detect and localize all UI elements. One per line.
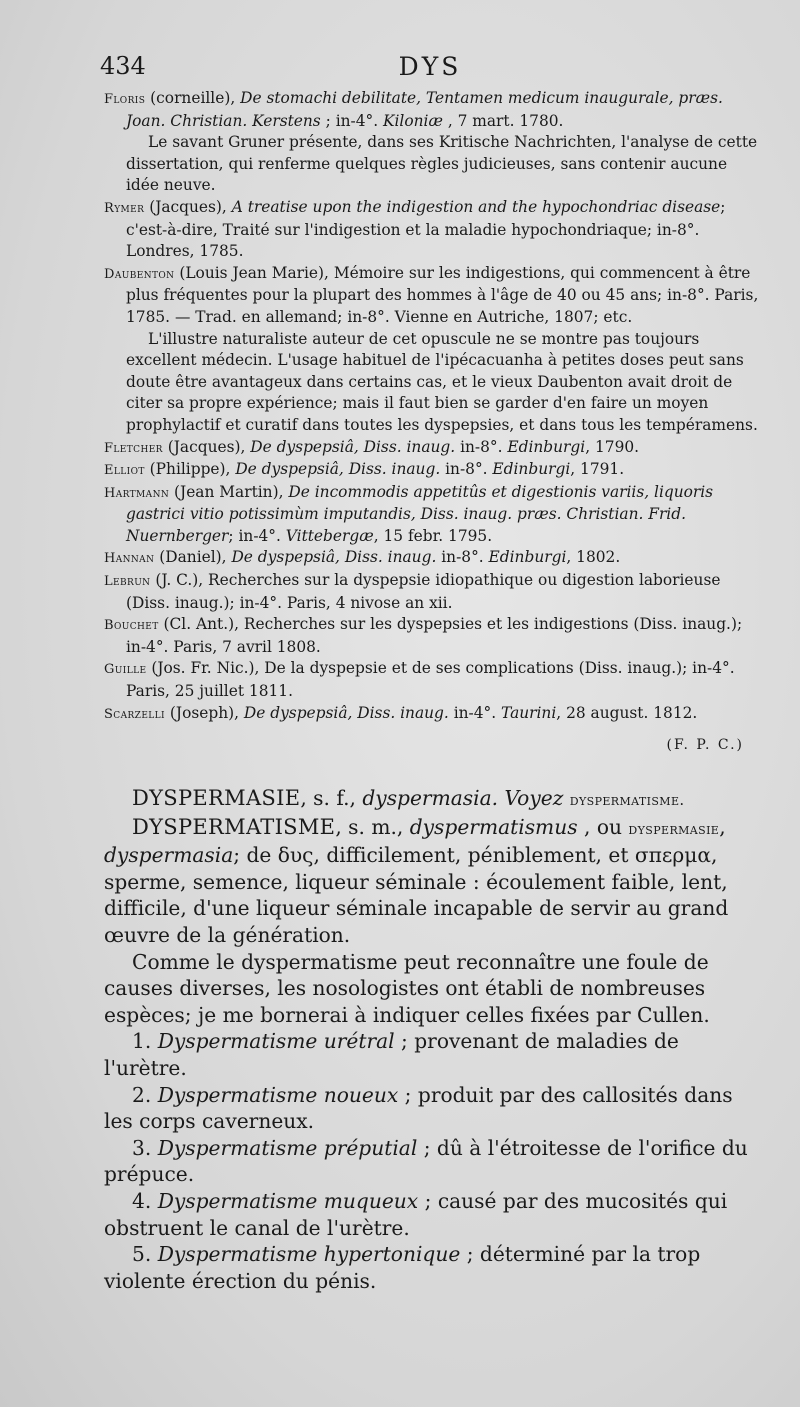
biblio-entry: Guille (Jos. Fr. Nic.), De la dyspepsie et de ses complications (Diss. inaug.); in-4°. Paris, 25 juillet 1811. xyxy=(104,659,735,701)
biblio-entry: Elliot (Philippe), De dyspepsiâ, Diss. inaug. in-8°. Edinburgi, 1791. xyxy=(104,460,625,479)
species-item: 1. Dyspermatisme urétral ; provenant de maladies de l'urètre. xyxy=(104,1029,679,1080)
author-signature: (F. P. C.) xyxy=(666,737,744,754)
species-item: 2. Dyspermatisme noueux ; produit par des callosités dans les corps caverneux. xyxy=(104,1082,733,1134)
biblio-entry: Bouchet (Cl. Ant.), Recherches sur les dyspepsies et les indigestions (Diss. inaug.); in-4°. Paris, 7 avril 1808. xyxy=(104,615,743,656)
biblio-entry: Lebrun (J. C.), Recherches sur la dyspepsie idiopathique ou digestion laborieuse (Diss. inaug.); in-4°. Paris, 4 nivose an xii. xyxy=(104,571,721,612)
entry-dyspermasie: DYSPERMASIE, s. f., dyspermasia. Voyez dyspermatisme. xyxy=(132,786,685,810)
running-head: DYS xyxy=(398,52,462,81)
biblio-entry: Rymer (Jacques), A treatise upon the indigestion and the hypochondriac disease; c'est-à-dire, Traité sur l'indigestion et la maladie hypochondriaque; in-8°. Londres, 1785. xyxy=(104,197,726,261)
biblio-note: L'illustre naturaliste auteur de cet opuscule ne se montre pas toujours excellent médecin. L'usage habituel de l'ipécacuanha à petites doses peut sans doute être avantageux dans certains cas, et le vieux Daubenton avait droit de citer sa propre expérience; mais il faut bien se garder d'en faire un moyen prophylactif et curatif dans toutes les dyspepsies, et dans tous les tempéramens. xyxy=(126,329,758,434)
biblio-entry: Hannan (Daniel), De dyspepsiâ, Diss. inaug. in-8°. Edinburgi, 1802. xyxy=(104,548,621,567)
intro-paragraph: Comme le dyspermatisme peut reconnaître une foule de causes diverses, les nosologistes ont établi de nombreuses espèces; je me bornerai à indiquer celles fixées par Cullen. xyxy=(104,949,710,1027)
biblio-entry: Floris (corneille), De stomachi debilitate, Tentamen medicum inaugurale, præs. Joan. Christian. Kerstens ; in-4°. Kiloniæ , 7 mart. 1780. xyxy=(104,89,723,130)
biblio-entry: Daubenton (Louis Jean Marie), Mémoire sur les indigestions, qui commencent à être plus fréquentes pour la plupart des hommes à l'âge de 40 ou 45 ans; in-8°. Paris, 1785. — Trad. en allemand; in-8°. Vienne en Autriche, 1807; etc. xyxy=(104,263,759,326)
biblio-entry: Fletcher (Jacques), De dyspepsiâ, Diss. inaug. in-8°. Edinburgi, 1790. xyxy=(104,437,640,456)
bibliography xyxy=(104,88,764,757)
page-header xyxy=(100,52,760,88)
biblio-entry: Scarzelli (Joseph), De dyspepsiâ, Diss. inaug. in-4°. Taurini, 28 august. 1812. xyxy=(104,703,698,722)
article-body xyxy=(104,785,764,1294)
page-number: 434 xyxy=(100,52,146,80)
species-item: 4. Dyspermatisme muqueux ; causé par des mucosités qui obstruent le canal de l'urètre. xyxy=(104,1188,728,1240)
biblio-entry: Hartmann (Jean Martin), De incommodis appetitûs et digestionis variis, liquoris gastrici vitio potissimùm imputandis, Diss. inaug. præs. Christian. Frid. Nuernberger; in-4°. Vittebergæ, 15 febr. 1795. xyxy=(104,482,714,545)
entry-dyspermatisme: DYSPERMATISME, s. m., dyspermatismus , ou dyspermasie, dyspermasia; de δυς, difficilement, péniblement, et σπερμα, sperme, semence, liqueur séminale : écoulement faible, lent, difficile, d'une liqueur séminale incapable de servir au grand œuvre de la génération. xyxy=(104,814,729,947)
species-item: 3. Dyspermatisme préputial ; dû à l'étroitesse de l'orifice du prépuce. xyxy=(104,1135,748,1187)
biblio-note: Le savant Gruner présente, dans ses Kritische Nachrichten, l'analyse de cette dissertation, qui renferme quelques règles judicieuses, sans contenir aucune idée neuve. xyxy=(126,133,758,195)
species-item: 5. Dyspermatisme hypertonique ; déterminé par la trop violente érection du pénis. xyxy=(104,1242,701,1293)
